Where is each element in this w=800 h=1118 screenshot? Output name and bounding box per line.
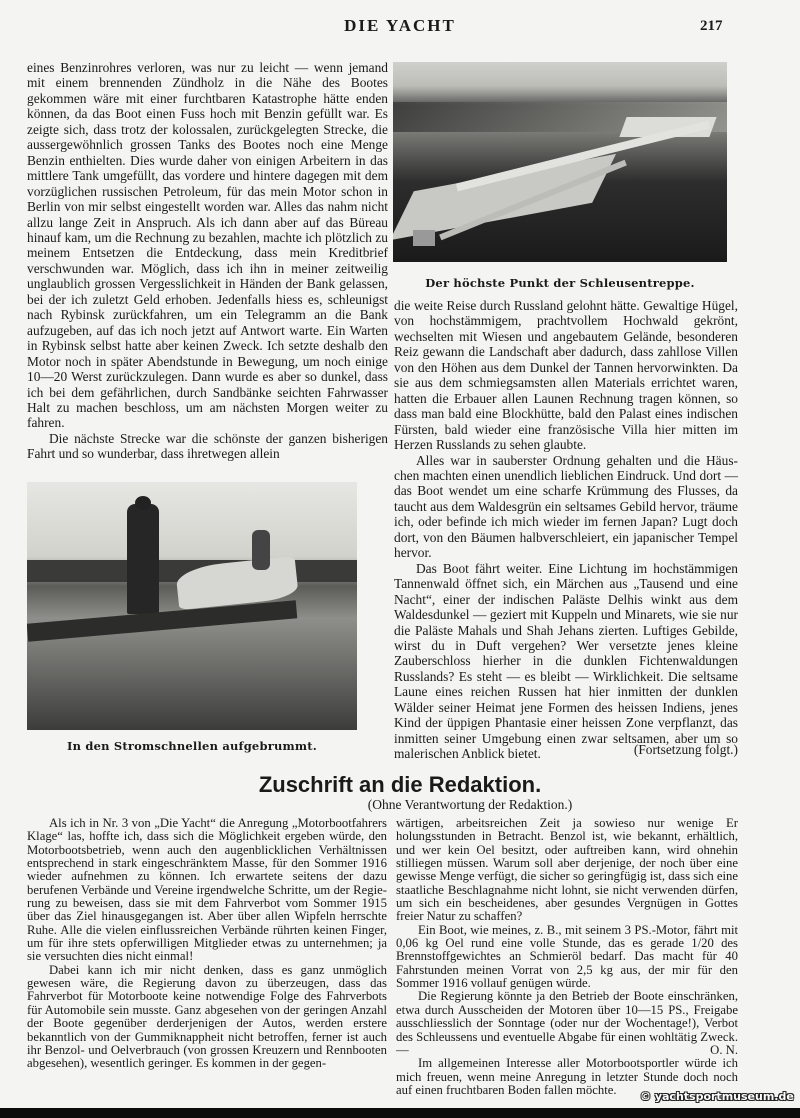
article-paragraph: Alles war in sauberster Ordnung gehalten und die Häuschen machten einen unendlich lieblichen Eindruck. Und dort — das Boot wendet um eine scharfe Krümmung des Flusses, da taucht aus dem Waldesgrün ein seltsames Gebild hervor, träume ich, oder befinde ich mich wieder im fernen Japan? Lugt doch dort, von den Bäumen halbverschleiert, ein japanischer Tempel hervor. bbox=[394, 452, 738, 561]
photo-caption-locks: Der höchste Punkt der Schleusentreppe. bbox=[425, 276, 695, 290]
letter-left-column bbox=[27, 817, 387, 1071]
continued-note: (Fortsetzung folgt.) bbox=[633, 742, 738, 757]
letter-paragraph: wärtigen, arbeitsreichen Zeit ja sowieso nur wenige Er holungsstunden in Betracht. Benzol ist, wie bekannt, erhältlich, und wer kein Oel besitzt, oder auftreiben kann, wird ohnehin stilliegen müssen. Warum soll aber derjenige, der noch über eine gewisse Menge verfügt, die sicher so geringfügig ist, dass sich eine staatliche Beschlagnahme nicht lohnt, sie nicht verwenden dürfen, um sich ein bescheidenes, aber gesundes Vergnügen in Gottes freier Natur zu schaffen? bbox=[396, 816, 738, 924]
photo-lock-staircase bbox=[393, 62, 727, 262]
letter-paragraph: Ein Boot, wie meines, z. B., mit seinem 3 PS.-Motor, fährt mit 0,06 kg Oel rund eine volle Stunde, das es gerade 1/20 des Brennstoffgewichtes an Schmieröl bedarf. Das macht für 40 Fahrstunden meinen Vorrat von 2,5 kg aus, der mir für den Sommer 1916 vollauf genügen würde. bbox=[396, 922, 738, 991]
article-left-column bbox=[27, 60, 388, 462]
article-paragraph: Das Boot fährt weiter. Eine Lichtung im hochstämmigen Tannenwald öffnet sich, ein Märchen aus „Tausend und eine Nacht“, einer der indischen Paläste Delhis winkt aus dem Waldesdunkel — geziert mit Kuppeln und Minarets, wie sie nur die Paläste Mahals und Shah Jehans zierten. Luftiges Gebilde, wirst du in Duft vergehen? Wer versetzte jenes kleine Zauberschloss hierher in die dunklen Fichtenwaldungen Russlands? Es steht — es bleibt — Wirklichkeit. Die seltsame Laune eines reichen Russen hat hier inmitten der dunklen Wälder seiner Heimat jene Formen des heissen Indiens, jenes Kind der üppigen Phantasie einer heissen Zone verpflanzt, das inmitten seiner Umgebung einen zwar seltsamen, aber um so malerischen Anblick bietet. bbox=[394, 560, 738, 762]
letter-paragraph: Im allgemeinen Interesse aller Motorbootsportler würde ich mich freuen, wenn meine Anregung in letzter Stunde doch noch auf einen fruchtbaren Boden fallen möchte. bbox=[396, 1056, 738, 1097]
letter-paragraph: Die Regierung könnte ja den Betrieb der Boote einschränken, etwa durch Ausscheiden der Motoren über 10—15 PS., Freigabe ausschliesslich der Sonntage (oder nur der Wochentage!), Verbot des Schleussens und eventuelle Abgabe für einen wohltätig Zweck. — bbox=[396, 989, 738, 1057]
letter-subtitle: (Ohne Verantwortung der Redaktion.) bbox=[367, 797, 573, 812]
running-header-title: DIE YACHT bbox=[344, 16, 456, 35]
article-right-column bbox=[394, 298, 738, 762]
page-number: 217 bbox=[700, 18, 723, 34]
photo-caption-boat: In den Stromschnellen aufgebrummt. bbox=[67, 739, 317, 753]
letter-paragraph: Als ich in Nr. 3 von „Die Yacht“ die Anregung „Motorbootfahrers Klage“ las, hoffte ich, dass sich die Möglichkeit ergeben würde, den Motorbootsbetrieb, wenn auch den augenblicklichen Verhältnissen entsprechend in stark eingeschränktem Masse, für den Sommer 1916 wieder aufnehmen zu können. Ich erwartete seitens der dazu berufenen Verbände und Vereine irgendwelche Schritte, um der Regierung zu beweisen, dass sie mit dem Fahrverbot vom Sommer 1915 über das Ziel hinausgegangen ist. Aber über allen Wipfeln herrschte Ruhe. Alle die vielen einflussreichen Verbände rührten keinen Finger, um für ihre stets opferwilligen Mitglieder etwas zu unternehmen; ja sie versuchten dies nicht einmal! bbox=[27, 816, 387, 964]
scan-edge bbox=[0, 1108, 800, 1118]
letter-title: Zuschrift an die Redaktion. bbox=[258, 772, 542, 797]
watermark: © yachtsportmuseum.de bbox=[640, 1090, 794, 1103]
photo-boat-rapids bbox=[27, 482, 357, 730]
article-paragraph: eines Benzinrohres verloren, was nur zu leicht — wenn jemand mit einem brennenden Zündholz in die Nähe des Bootes gekommen wäre mit einer furchtbaren Katastrophe hätte enden können, da das Boot einen Fuss hoch mit Benzin gefüllt war. Es zeigte sich, dass trotz der kolossalen, zurückgelegten Strecke, die aussergewöhnlich grossen Tanks des Bootes noch eine Menge Benzin enthielten. Dies wurde daher von einigen Arbeitern in das mittlere Tank umgefüllt, das vordere und hintere dagegen mit dem vorzüglichen russischen Petroleum, für das mein Motor schon in Berlin von mir selbst eingestellt worden war. Alles das nahm nicht allzu lange Zeit in Anspruch. Als ich dann aber auf das Büreau hinauf kam, um die Rechnung zu bezahlen, machte ich plötzlich zu meinem Entsetzen die Entdeckung, dass mein Kreditbrief verschwunden war. Möglich, dass ich ihn in meiner zeitweilig unglaublich grossen Vergesslichkeit in Händen der Bank gelassen, bei der ich zuletzt Geld erhoben. Jedenfalls hiess es, schleunigst nach Rybinsk zurückfahren, um ein Telegramm an die Bank aufzugeben, auf das ich noch jetzt auf Antwort warte. Ein Warten in Rybinsk selbst hatte aber keinen Zweck. Ich setzte deshalb den Motor noch in später Abendstunde in Bewegung, um noch einige 10—20 Werst zurückzulegen. Dann wurde es aber so dunkel, dass ich bei dem gefährlichen, durch Sandbänke seichten Fahrwasser Halt zu machen beschloss, um am nächsten Morgen weiter zu fahren. bbox=[27, 60, 388, 431]
letter-signature: O. N. bbox=[710, 1043, 738, 1057]
letter-paragraph: Dabei kann ich mir nicht denken, dass es ganz unmöglich gewesen wäre, die Regierung davon zu überzeugen, dass das Fahrverbot für Motorboote keine notwendige Folge des Fahrverbots für Automobile sein musste. Ganz abgesehen von der geringen Anzahl der Boote gegenüber derderjenigen der Autos, werden erstere bekanntlich von der Gummiknappheit nicht betroffen, ferner ist auch ihr Benzol- und Oelverbrauch (von grossen Kreuzern und Rennbooten abgesehen), wesentlich geringer. Es kommen in der gegen- bbox=[27, 962, 387, 1071]
article-paragraph: die weite Reise durch Russland gelohnt hätte. Gewaltige Hügel, von hochstämmigem, prachtvollem Hochwald gekrönt, wechselten mit Wiesen und angebautem Gelände, besonderen Reiz gewann die Landschaft aber dadurch, dass zahllose Villen von den Höhen aus dem Dunkel der Tannen hervorwinkten. Da sie aus dem schmiegsamsten allen Materials errichtet waren, hatten die Erbauer allen Launen Rechnung tragen können, so dass man bald eine Blockhütte, bald den Palast eines indischen Fürsten, bald wieder eine französische Villa hier mitten im Herzen Russlands zu sehen glaubte. bbox=[394, 298, 738, 453]
article-paragraph: Die nächste Strecke war die schönste der ganzen bisherigen Fahrt und so wunderbar, dass ihretwegen allein bbox=[27, 430, 388, 462]
